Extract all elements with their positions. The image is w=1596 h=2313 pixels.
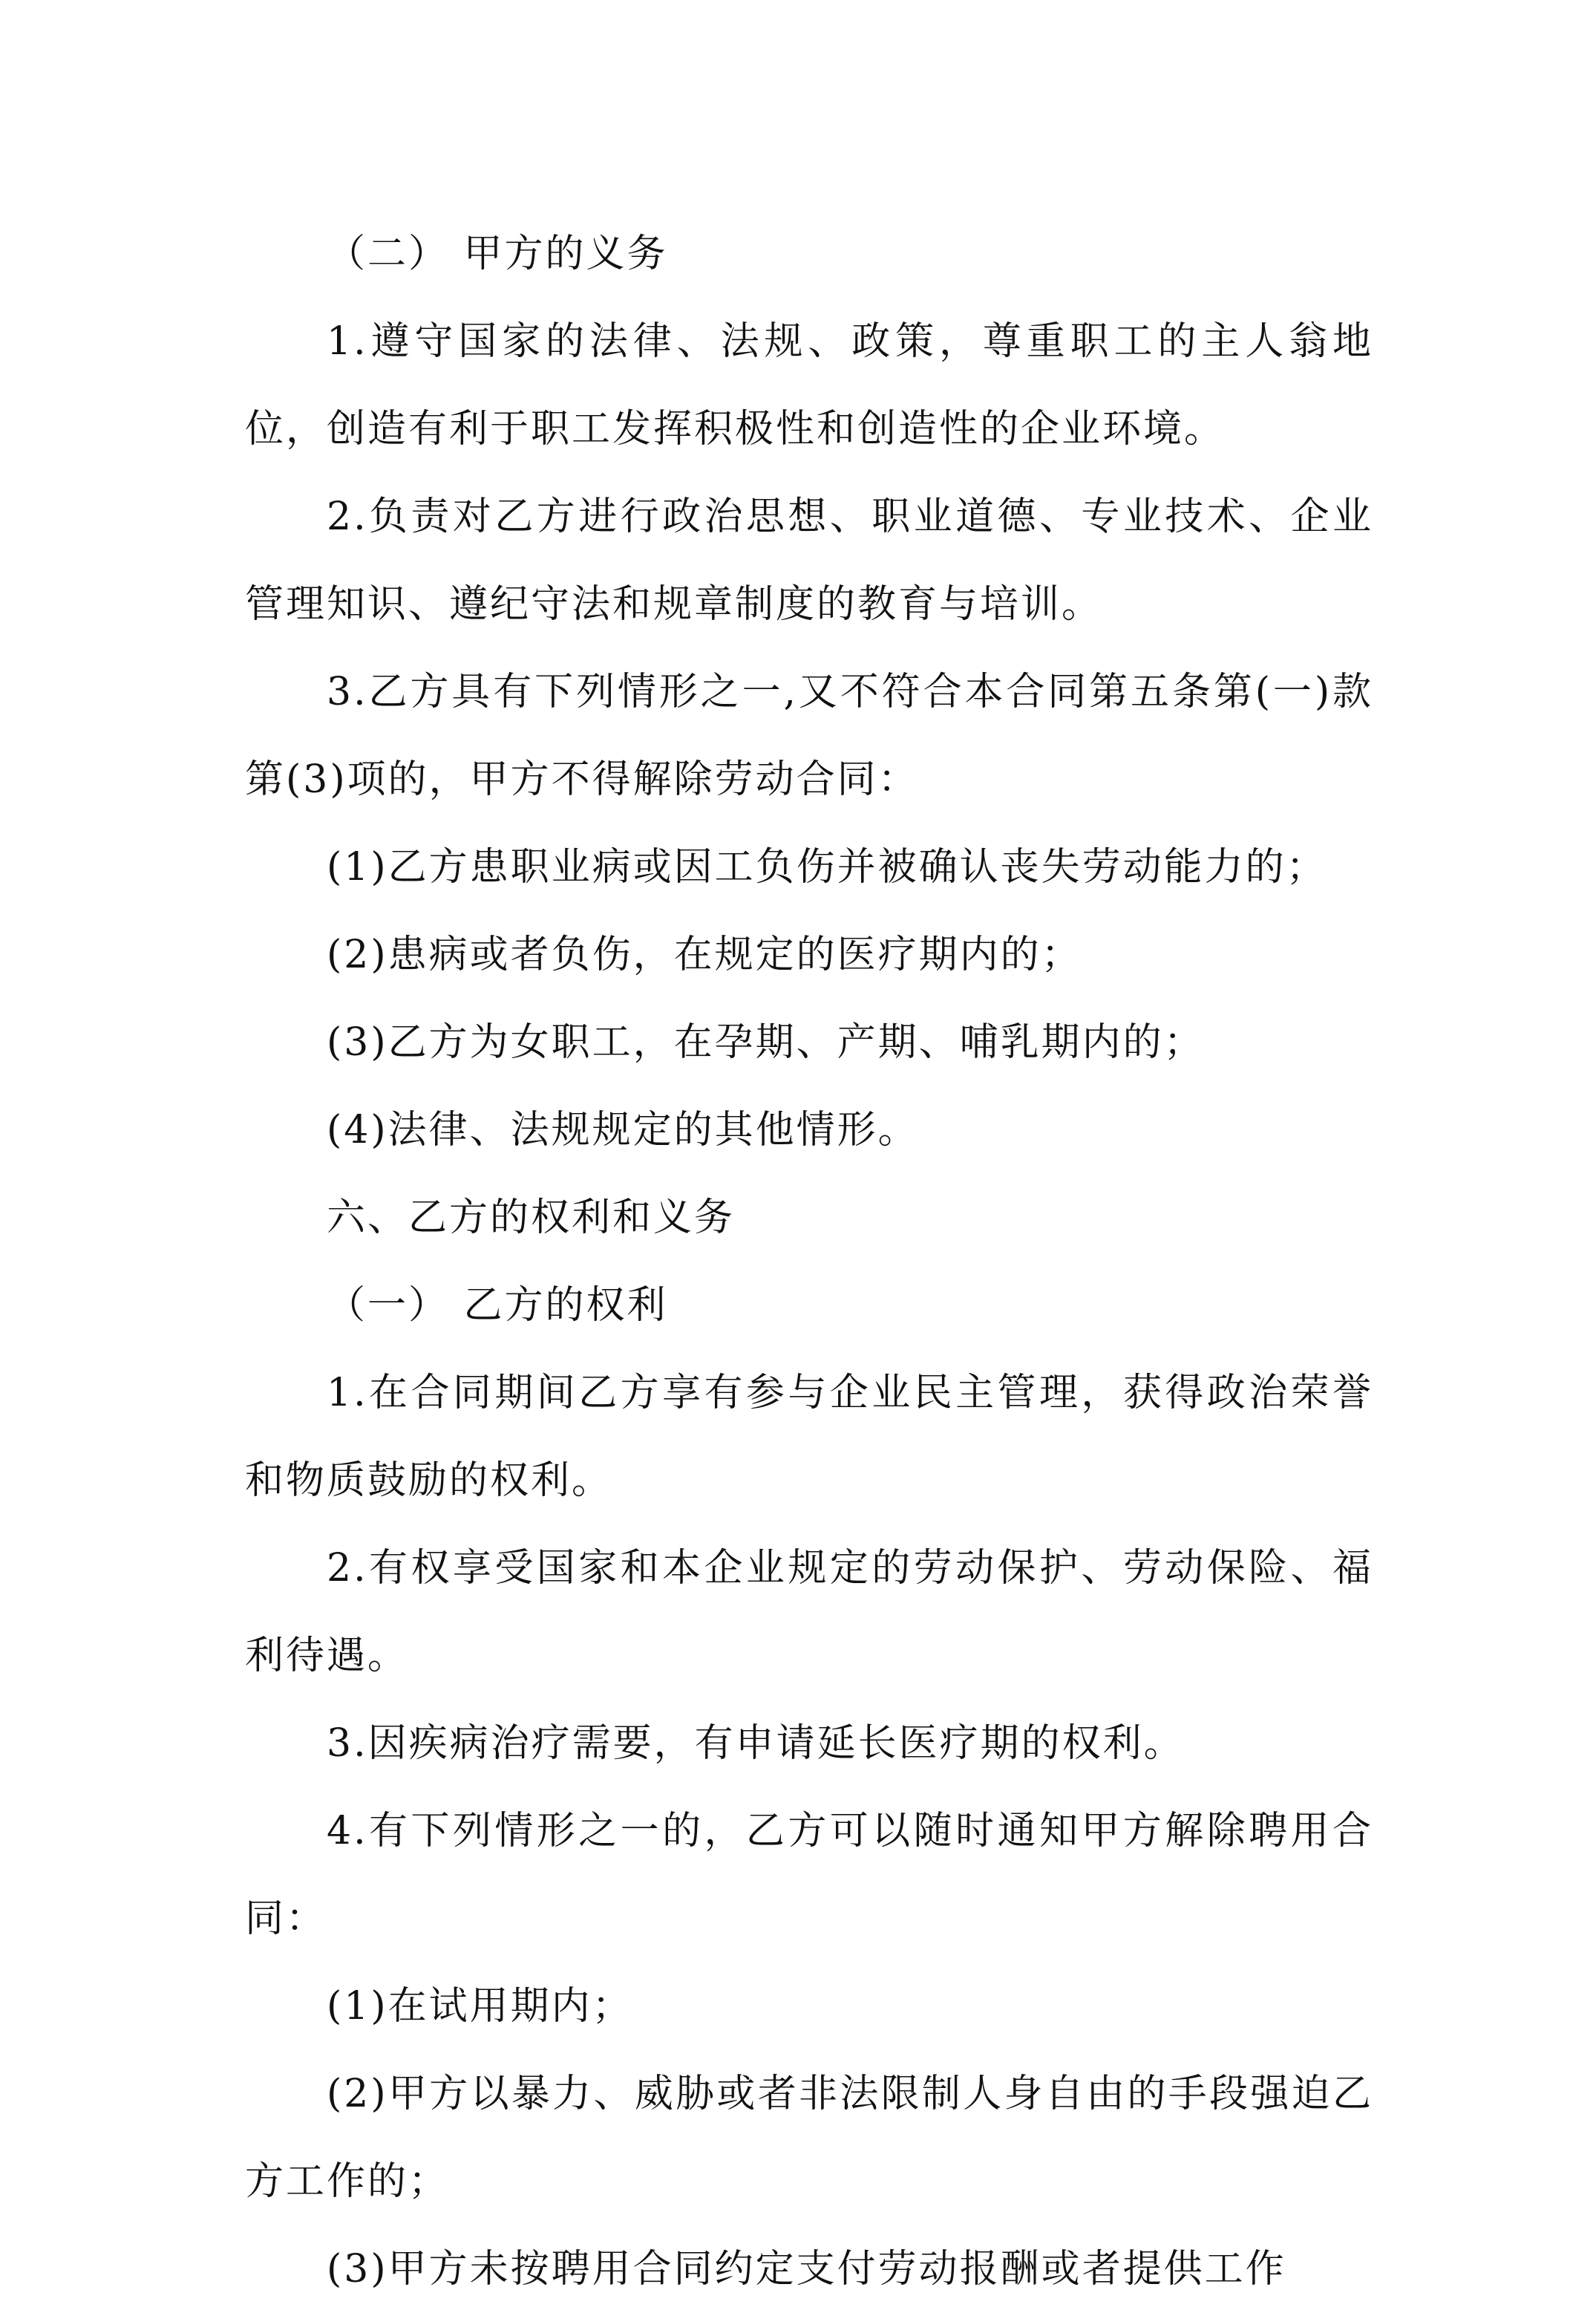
paragraph: 3.因疾病治疗需要，有申请延长医疗期的权利。: [327, 1721, 1185, 1766]
paragraph: 3.乙方具有下列情形之一,又不符合本合同第五条第(一)款第(3)项的，甲方不得解除劳动合同：: [245, 670, 1373, 802]
paragraph: 4.有下列情形之一的，乙方可以随时通知甲方解除聘用合同：: [245, 1809, 1373, 1941]
section-heading-party-a-obligations: （二） 甲方的义务: [327, 232, 668, 276]
list-item: (4)法律、法规规定的其他情形。: [327, 1108, 919, 1152]
list-item: (1)在试用期内；: [327, 1984, 633, 2029]
section-heading-party-b-rights: （一） 乙方的权利: [327, 1283, 668, 1328]
list-item: (3)甲方未按聘用合同约定支付劳动报酬或者提供工作: [327, 2247, 1286, 2291]
list-item: (3)乙方为女职工，在孕期、产期、哺乳期内的；: [327, 1020, 1205, 1065]
paragraph: 2.负责对乙方进行政治思想、职业道德、专业技术、企业管理知识、遵纪守法和规章制度的教育与培训。: [245, 495, 1373, 627]
document-body: [245, 210, 1373, 2313]
paragraph: 1.遵守国家的法律、法规、政策，尊重职工的主人翁地位，创造有利于职工发挥积极性和创造性的企业环境。: [245, 319, 1373, 451]
paragraph: 1.在合同期间乙方享有参与企业民主管理，获得政治荣誉和物质鼓励的权利。: [245, 1371, 1373, 1503]
paragraph: 2.有权享受国家和本企业规定的劳动保护、劳动保险、福利待遇。: [245, 1546, 1373, 1678]
list-item: (2)患病或者负伤，在规定的医疗期内的；: [327, 933, 1082, 977]
section-heading-party-b-rights-obligations: 六、乙方的权利和义务: [327, 1195, 736, 1240]
list-item: (2)甲方以暴力、威胁或者非法限制人身自由的手段强迫乙方工作的；: [245, 2072, 1373, 2204]
list-item: (1)乙方患职业病或因工负伤并被确认丧失劳动能力的；: [327, 845, 1327, 890]
